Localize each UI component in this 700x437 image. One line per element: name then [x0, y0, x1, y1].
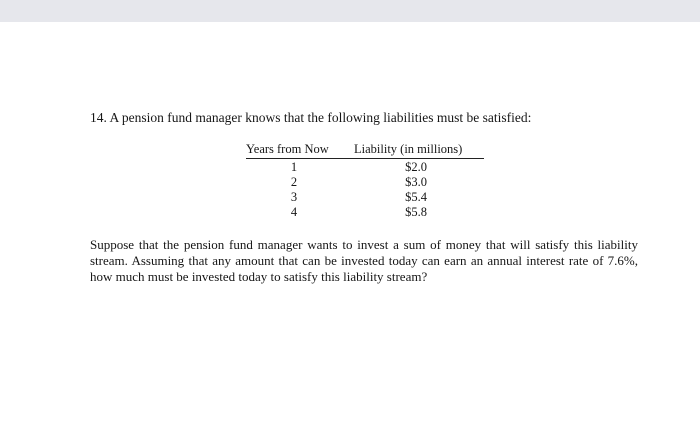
cell-year: 2 [290, 175, 298, 189]
cell-liability: $5.4 [405, 190, 427, 204]
problem-paragraph: Suppose that the pension fund manager wants to invest a sum of money that will satisfy this liability stream. Assuming that any amount that can be invested today can earn an annual interest rate of 7.6%, how much must be invested today to satisfy this liability stream? [90, 237, 638, 284]
question-text: 14. A pension fund manager knows that the following liabilities must be satisfied: [90, 110, 532, 125]
table-header-row [246, 142, 484, 159]
liability-table [246, 142, 484, 219]
header-years-from-now: Years from Now [246, 142, 329, 156]
cell-liability: $5.8 [405, 205, 427, 219]
cell-year: 3 [290, 190, 298, 204]
table-row [246, 191, 484, 204]
table-row [246, 176, 484, 189]
header-liability: Liability (in millions) [354, 142, 463, 156]
table-row [246, 161, 484, 174]
top-gray-band [0, 0, 700, 22]
cell-liability: $2.0 [405, 160, 427, 174]
cell-year: 1 [290, 160, 298, 174]
cell-year: 4 [290, 205, 298, 219]
table-row [246, 206, 484, 219]
document-page [0, 22, 700, 437]
cell-liability: $3.0 [405, 175, 427, 189]
